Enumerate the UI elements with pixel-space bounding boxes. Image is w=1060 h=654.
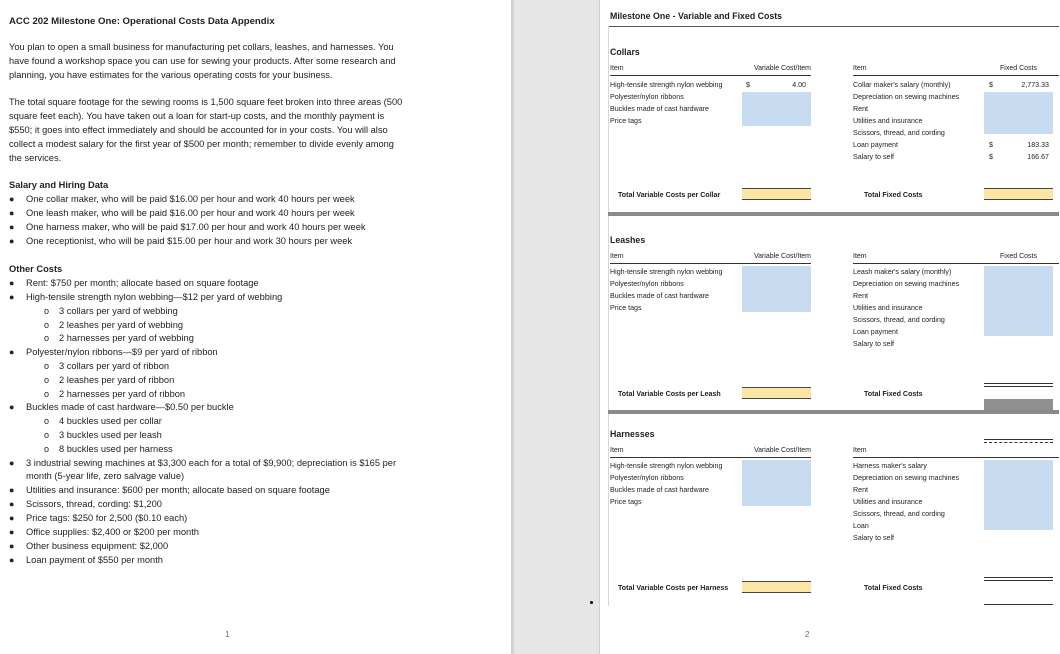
intro-line: have found a workshop space you can use for sewing your products. After some research and <box>9 56 396 66</box>
para2-line: $550; it goes into effect immediately and should be accounted for in your costs. You will also <box>9 125 388 135</box>
fixed-item: Utilities and insurance <box>853 304 923 312</box>
bullet-item <box>9 526 199 540</box>
fixed-item: Loan <box>853 522 869 530</box>
bullet-text: Polyester/nylon ribbons—$9 per yard of ribbon <box>26 347 218 357</box>
intro-line: planning, you have estimates for the various operating costs for your business. <box>9 70 333 80</box>
bullet-item <box>9 554 163 568</box>
sub-bullet-item <box>44 374 174 388</box>
bullet-item <box>9 540 168 554</box>
bullet-text: Loan payment of $550 per month <box>26 555 163 565</box>
bullet-item <box>9 235 352 249</box>
bullet-icon: ● <box>9 541 15 551</box>
circle-bullet-icon: o <box>44 389 50 399</box>
fixed-item: Harness maker's salary <box>853 462 927 470</box>
bullet-icon: ● <box>9 499 15 509</box>
para2-line: square feet each). You have taken out a loan for start-up costs, and the monthly payment is <box>9 111 385 121</box>
sub-bullet-item <box>44 415 162 429</box>
variable-item: High-tensile strength nylon webbing <box>610 462 723 470</box>
header-underline <box>610 457 811 458</box>
total-fixed-label: Total Fixed Costs <box>864 390 923 398</box>
circle-bullet-icon: o <box>44 416 50 426</box>
cursor-marker <box>590 601 593 604</box>
self-salary-value: 166.67 <box>1027 153 1049 161</box>
salary-heading: Salary and Hiring Data <box>9 180 109 190</box>
total-variable-label: Total Variable Costs per Collar <box>618 191 721 199</box>
bullet-icon: ● <box>9 347 15 357</box>
fixed-item: Salary to self <box>853 153 895 161</box>
bullet-text: Other business equipment: $2,000 <box>26 541 169 551</box>
para2-line: the services. <box>9 153 62 163</box>
bullet-item <box>9 484 330 498</box>
bullet-item <box>9 457 396 471</box>
circle-bullet-icon: o <box>44 375 50 385</box>
header-underline <box>853 457 1059 458</box>
variable-item: Polyester/nylon ribbons <box>610 93 684 101</box>
fixed-item: Salary to self <box>853 340 895 348</box>
header-underline <box>853 75 1059 76</box>
bullet-item <box>9 193 355 207</box>
total-variable-label: Total Variable Costs per Harness <box>618 584 729 592</box>
circle-bullet-icon: o <box>44 430 50 440</box>
sub-bullet-item <box>44 305 178 319</box>
sub-bullet-text: 2 leashes per yard of webbing <box>59 320 184 330</box>
sub-bullet-text: 3 collars per yard of ribbon <box>59 361 170 371</box>
variable-column-header: Variable Cost/Item <box>753 65 811 72</box>
collars-heading: Collars <box>610 47 640 57</box>
bullet-item <box>9 221 366 235</box>
bullet-continuation: month (5-year life, zero salvage value) <box>26 471 185 481</box>
sub-bullet-item <box>44 319 183 333</box>
leashes-heading: Leashes <box>610 235 646 245</box>
document-page-1 <box>0 0 511 654</box>
bullet-text: Scissors, thread, cording: $1,200 <box>26 499 162 509</box>
header-underline <box>610 75 811 76</box>
bullet-text: One receptionist, who will be paid $15.00 per hour and work 30 hours per week <box>26 236 353 246</box>
sub-bullet-item <box>44 388 185 402</box>
bullet-icon: ● <box>9 513 15 523</box>
currency-sign: $ <box>989 153 993 161</box>
variable-item: Buckles made of cast hardware <box>610 292 709 300</box>
sub-bullet-item <box>44 443 173 457</box>
total-variable-cell[interactable] <box>742 387 811 399</box>
bullet-text: Utilities and insurance: $600 per month; allocate based on square footage <box>26 485 330 495</box>
bullet-text: Rent: $750 per month; allocate based on square footage <box>26 278 259 288</box>
section-divider <box>608 410 1059 414</box>
bullet-icon: ● <box>9 222 15 232</box>
input-cell[interactable] <box>742 92 811 126</box>
total-variable-cell[interactable] <box>742 188 811 200</box>
bullet-text: One collar maker, who will be paid $16.00 per hour and work 40 hours per week <box>26 194 355 204</box>
fixed-item: Leash maker's salary (monthly) <box>853 268 952 276</box>
header-underline <box>610 263 811 264</box>
bullet-item <box>9 512 187 526</box>
input-cell[interactable] <box>984 266 1053 336</box>
variable-item: High-tensile strength nylon webbing <box>610 268 723 276</box>
circle-bullet-icon: o <box>44 361 50 371</box>
fixed-item: Rent <box>853 292 868 300</box>
currency-sign: $ <box>746 81 750 89</box>
bullet-icon: ● <box>9 402 15 412</box>
gutter-edge <box>511 0 514 654</box>
bullet-item <box>9 207 355 221</box>
sub-bullet-text: 2 harnesses per yard of ribbon <box>59 389 186 399</box>
total-fixed-label: Total Fixed Costs <box>864 584 923 592</box>
item-column-header: Item <box>853 447 867 454</box>
fixed-item: Scissors, thread, and cording <box>853 510 945 518</box>
input-cell[interactable] <box>742 460 811 506</box>
item-column-header: Item <box>853 65 867 72</box>
variable-item: Polyester/nylon ribbons <box>610 474 684 482</box>
fixed-item: Utilities and insurance <box>853 498 923 506</box>
circle-bullet-icon: o <box>44 333 50 343</box>
variable-item: Polyester/nylon ribbons <box>610 280 684 288</box>
title-underline <box>608 26 1059 27</box>
sub-bullet-text: 2 leashes per yard of ribbon <box>59 375 175 385</box>
webbing-cost-value: 4.00 <box>792 81 806 89</box>
fixed-item: Depreciation on sewing machines <box>853 280 960 288</box>
fixed-item: Salary to self <box>853 534 895 542</box>
bullet-icon: ● <box>9 278 15 288</box>
para2-line: The total square footage for the sewing rooms is 1,500 square feet broken into three areas (500 <box>9 97 403 107</box>
input-cell[interactable] <box>984 460 1053 530</box>
other-costs-heading: Other Costs <box>9 264 63 274</box>
variable-item: Price tags <box>610 304 642 312</box>
bullet-icon: ● <box>9 194 15 204</box>
item-column-header: Item <box>853 253 867 260</box>
fixed-item: Scissors, thread, and cording <box>853 129 945 137</box>
bullet-text: One harness maker, who will be paid $17.00 per hour and work 40 hours per week <box>26 222 366 232</box>
sub-bullet-text: 3 buckles used per leash <box>59 430 162 440</box>
fixed-item: Utilities and insurance <box>853 117 923 125</box>
fixed-column-header: Fixed Costs <box>1000 253 1037 260</box>
left-border <box>608 26 609 606</box>
fixed-item: Depreciation on sewing machines <box>853 474 960 482</box>
intro-line: You plan to open a small business for manufacturing pet collars, leashes, and harnesses. You <box>9 42 394 52</box>
total-fixed-label: Total Fixed Costs <box>864 191 923 199</box>
variable-item: Price tags <box>610 498 642 506</box>
bullet-item <box>9 401 234 415</box>
circle-bullet-icon: o <box>44 306 50 316</box>
bullet-item <box>9 498 162 512</box>
page-number: 1 <box>225 630 230 639</box>
variable-item: Buckles made of cast hardware <box>610 486 709 494</box>
bullet-text: One leash maker, who will be paid $16.00 per hour and work 40 hours per week <box>26 208 355 218</box>
bullet-item <box>9 346 218 360</box>
total-fixed-cell[interactable] <box>984 188 1053 200</box>
total-fixed-underline <box>984 383 1053 387</box>
fixed-item: Collar maker's salary (monthly) <box>853 81 951 89</box>
bullet-text: High-tensile strength nylon webbing—$12 per yard of webbing <box>26 292 283 302</box>
total-fixed-cell[interactable] <box>984 399 1053 410</box>
bullet-item <box>9 291 282 305</box>
bullet-text: 3 industrial sewing machines at $3,300 each for a total of $9,900; depreciation is $165 per <box>26 458 397 468</box>
currency-sign: $ <box>989 81 993 89</box>
fixed-item: Rent <box>853 486 868 494</box>
variable-column-header: Variable Cost/Item <box>753 447 811 454</box>
page-number: 2 <box>805 630 810 639</box>
input-cell[interactable] <box>742 266 811 312</box>
variable-item: Buckles made of cast hardware <box>610 105 709 113</box>
page-gutter <box>511 0 599 654</box>
fixed-item: Depreciation on sewing machines <box>853 93 960 101</box>
fixed-item: Loan payment <box>853 141 898 149</box>
bullet-icon: ● <box>9 458 15 468</box>
fixed-item: Rent <box>853 105 868 113</box>
sub-bullet-text: 8 buckles used per harness <box>59 444 173 454</box>
bullet-text: Office supplies: $2,400 or $200 per month <box>26 527 199 537</box>
item-column-header: Item <box>610 65 624 72</box>
document-page-2 <box>599 0 1060 654</box>
item-column-header: Item <box>610 253 624 260</box>
variable-item: Price tags <box>610 117 642 125</box>
total-variable-cell[interactable] <box>742 581 811 593</box>
circle-bullet-icon: o <box>44 320 50 330</box>
harnesses-heading: Harnesses <box>610 429 655 439</box>
currency-sign: $ <box>989 141 993 149</box>
total-variable-label: Total Variable Costs per Leash <box>618 390 721 398</box>
bullet-icon: ● <box>9 236 15 246</box>
para2-line: collect a modest salary for the first year of $500 per month; remember to divide evenly among <box>9 139 394 149</box>
fixed-header-underline <box>984 439 1053 443</box>
fixed-item: Scissors, thread, and cording <box>853 316 945 324</box>
fixed-column-header: Fixed Costs <box>1000 65 1037 72</box>
fixed-item: Loan payment <box>853 328 898 336</box>
bullet-icon: ● <box>9 292 15 302</box>
bullet-text: Buckles made of cast hardware—$0.50 per buckle <box>26 402 234 412</box>
page2-title: Milestone One - Variable and Fixed Costs <box>610 11 783 21</box>
page-title: ACC 202 Milestone One: Operational Costs Data Appendix <box>9 16 275 27</box>
input-cell[interactable] <box>984 92 1053 134</box>
sub-bullet-item <box>44 332 194 346</box>
loan-value: 183.33 <box>1027 141 1049 149</box>
variable-column-header: Variable Cost/Item <box>753 253 811 260</box>
total-fixed-bottom-line <box>984 604 1053 605</box>
bullet-icon: ● <box>9 527 15 537</box>
sub-bullet-text: 2 harnesses per yard of webbing <box>59 333 194 343</box>
sub-bullet-item <box>44 429 162 443</box>
circle-bullet-icon: o <box>44 444 50 454</box>
header-underline <box>853 263 1059 264</box>
salary-value: 2,773.33 <box>1021 81 1049 89</box>
bullet-icon: ● <box>9 208 15 218</box>
variable-item: High-tensile strength nylon webbing <box>610 81 723 89</box>
sub-bullet-item <box>44 360 169 374</box>
bullet-icon: ● <box>9 485 15 495</box>
section-divider <box>608 212 1059 216</box>
bullet-text: Price tags: $250 for 2,500 ($0.10 each) <box>26 513 188 523</box>
bullet-icon: ● <box>9 555 15 565</box>
bullet-item <box>9 277 259 291</box>
sub-bullet-text: 3 collars per yard of webbing <box>59 306 178 316</box>
total-fixed-underline <box>984 577 1053 581</box>
sub-bullet-text: 4 buckles used per collar <box>59 416 162 426</box>
item-column-header: Item <box>610 447 624 454</box>
